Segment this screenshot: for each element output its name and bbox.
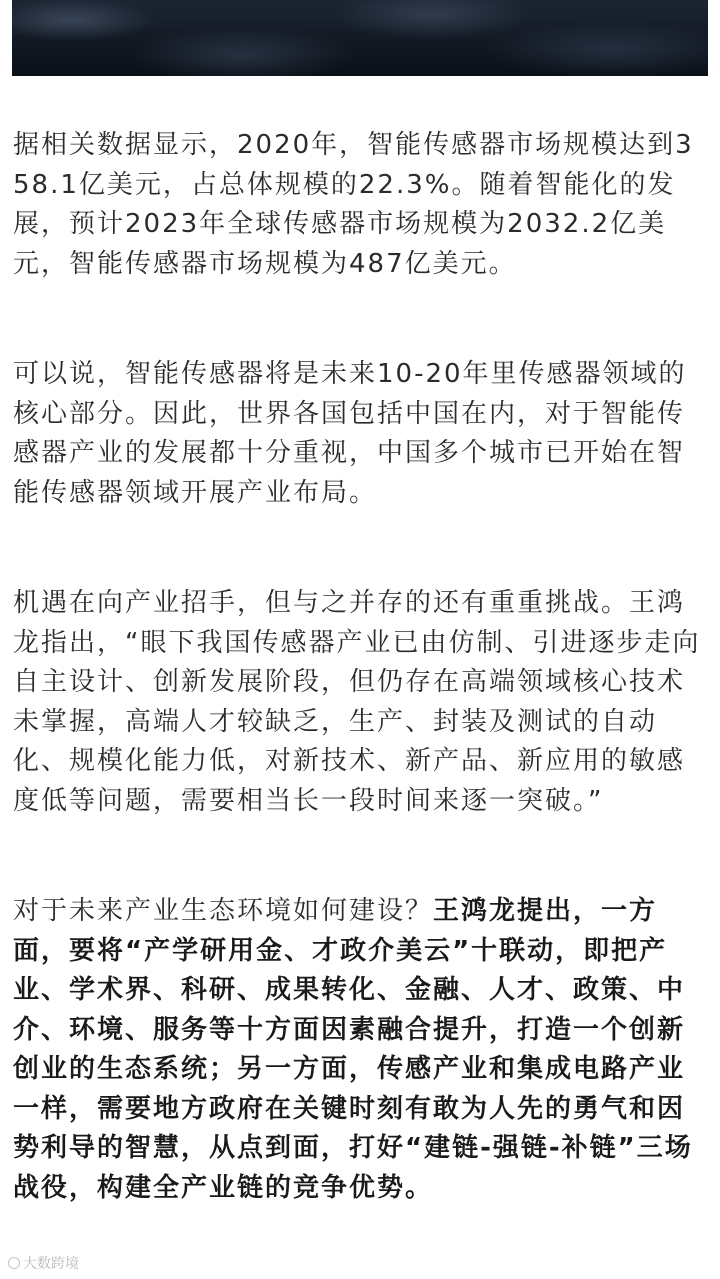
header-image [12,0,708,76]
source-watermark [8,1253,79,1273]
paragraph-ecosystem-emphasis: 王鸿龙提出，一方面，要将“产学研用金、才政介美云”十联动，即把产业、学术界、科研、成果转化、金融、人才、政策、中介、环境、服务等十方面因素融合提升，打造一个创新创业的生态系统；另一方面，传感产业和集成电路产业一样，需要地方政府在关键时刻有敢为人先的勇气和因势利导的智慧，从点到面，打好“建链-强链-补链”三场战役，构建全产业链的竞争优势。 [13,896,693,1203]
watermark-logo-icon [8,1257,20,1269]
watermark-text: 大数跨境 [23,1256,79,1272]
paragraph-ecosystem [13,892,709,1208]
article-body [13,126,709,1279]
paragraph-market-size: 据相关数据显示，2020年，智能传感器市场规模达到358.1亿美元，占总体规模的22.3%。随着智能化的发展，预计2023年全球传感器市场规模为2032.2亿美元，智能传感器市场规模为487亿美元。 [13,130,694,279]
paragraph-challenges: 机遇在向产业招手，但与之并存的还有重重挑战。王鸿龙指出，“眼下我国传感器产业已由仿制、引进逐步走向自主设计、创新发展阶段，但仍存在高端领域核心技术未掌握，高端人才较缺乏，生产、封装及测试的自动化、规模化能力低，对新技术、新产品、新应用的敏感度低等问题，需要相当长一段时间来逐一突破。” [13,588,701,816]
paragraph-ecosystem-question: 对于未来产业生态环境如何建设？ [13,896,434,926]
paragraph-core-sector: 可以说，智能传感器将是未来10-20年里传感器领域的核心部分。因此，世界各国包括中国在内，对于智能传感器产业的发展都十分重视，中国多个城市已开始在智能传感器领域开展产业布局。 [13,359,687,508]
